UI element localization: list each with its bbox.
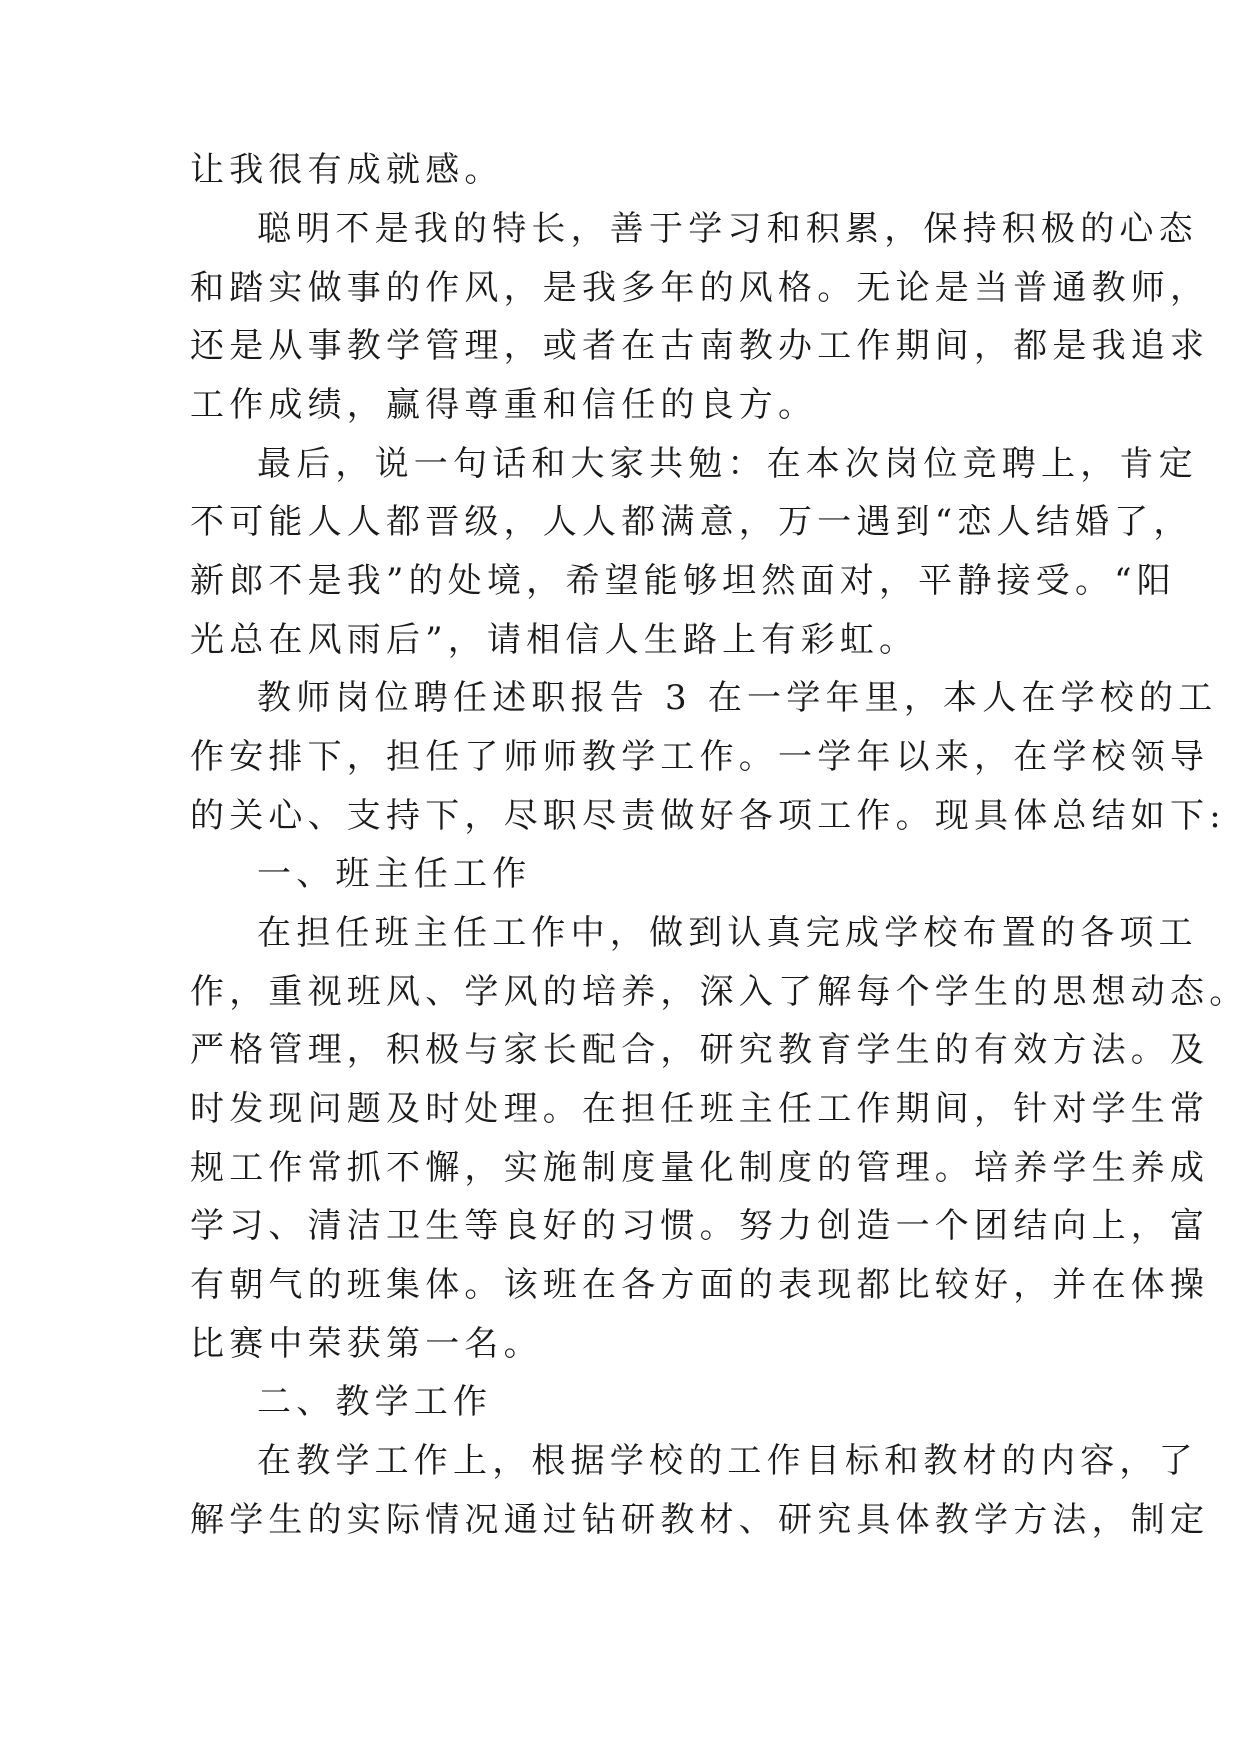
text-line: 作安排下，担任了师师教学工作。一学年以来，在学校领导 <box>190 737 1210 777</box>
text-line: 作，重视班风、学风的培养，深入了解每个学生的思想动态。 <box>190 972 1248 1012</box>
text-line: 让我很有成就感。 <box>190 150 504 190</box>
text-line: 工作成绩，赢得尊重和信任的良方。 <box>190 385 818 425</box>
text-line: 有朝气的班集体。该班在各方面的表现都比较好，并在体操 <box>190 1265 1210 1305</box>
paragraph-first-line: 在教学工作上，根据学校的工作目标和教材的内容，了 <box>257 1441 1198 1481</box>
paragraph-first-line: 在担任班主任工作中，做到认真完成学校布置的各项工 <box>257 913 1198 953</box>
text-line: 不可能人人都晋级，人人都满意，万一遇到“恋人结婚了， <box>190 502 1193 542</box>
text-line: 光总在风雨后”，请相信人生路上有彩虹。 <box>190 620 919 660</box>
section-heading: 二、教学工作 <box>257 1382 493 1422</box>
paragraph-first-line: 教师岗位聘任述职报告 3 在一学年里，本人在学校的工 <box>257 678 1218 718</box>
text-line: 新郎不是我”的处境，希望能够坦然面对，平静接受。“阳 <box>190 561 1176 601</box>
text-line: 解学生的实际情况通过钻研教材、研究具体教学方法，制定 <box>190 1500 1210 1540</box>
paragraph-first-line: 最后，说一句话和大家共勉：在本次岗位竞聘上，肯定 <box>257 444 1198 484</box>
paragraph-first-line: 聪明不是我的特长，善于学习和积累，保持积极的心态 <box>257 209 1198 249</box>
section-heading: 一、班主任工作 <box>257 854 532 894</box>
text-line: 学习、清洁卫生等良好的习惯。努力创造一个团结向上，富 <box>190 1206 1210 1246</box>
text-line: 比赛中荣获第一名。 <box>190 1324 543 1364</box>
text-line: 和踏实做事的作风，是我多年的风格。无论是当普通教师， <box>190 268 1210 308</box>
text-line: 时发现问题及时处理。在担任班主任工作期间，针对学生常 <box>190 1089 1210 1129</box>
text-line: 还是从事教学管理，或者在古南教办工作期间，都是我追求 <box>190 326 1210 366</box>
text-line: 规工作常抓不懈，实施制度量化制度的管理。培养学生养成 <box>190 1148 1210 1188</box>
text-line: 严格管理，积极与家长配合，研究教育学生的有效方法。及 <box>190 1030 1210 1070</box>
text-line: 的关心、支持下，尽职尽责做好各项工作。现具体总结如下: <box>190 796 1226 836</box>
